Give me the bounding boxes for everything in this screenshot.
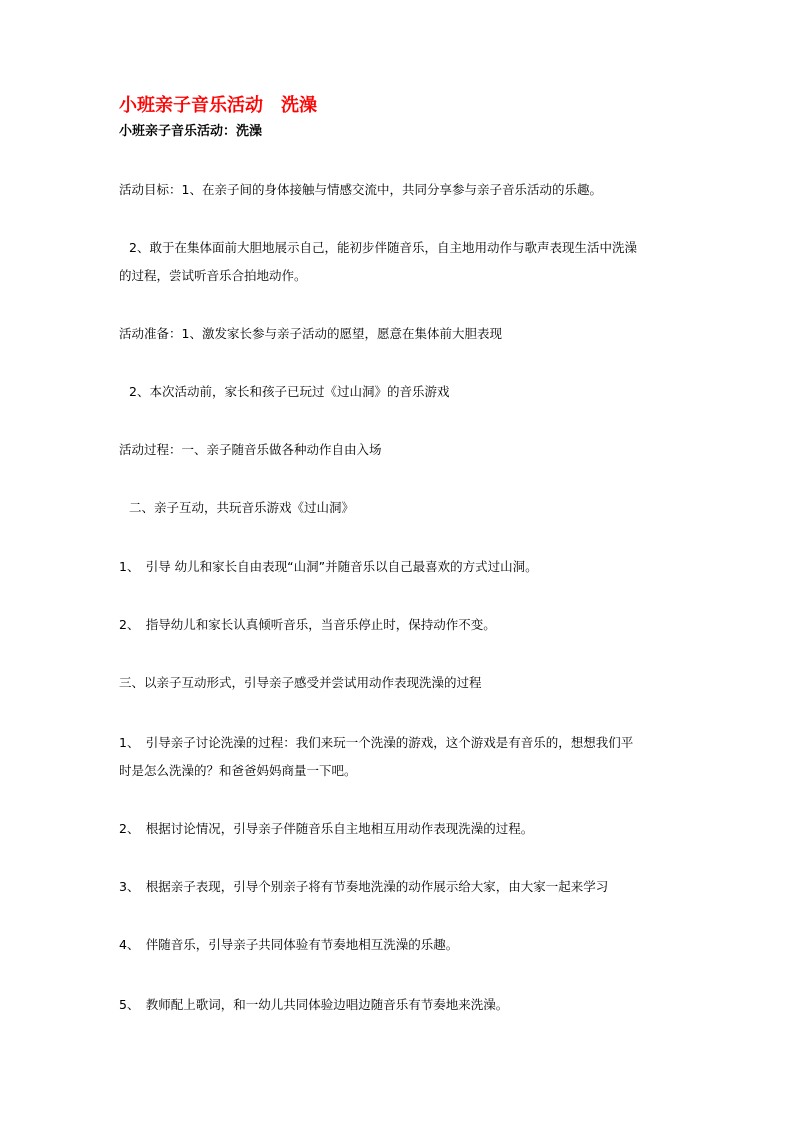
paragraph-line: 活动过程：一、亲子随音乐做各种动作自由入场: [119, 442, 382, 457]
document-title: 小班亲子音乐活动 洗澡: [119, 95, 317, 116]
paragraph-line: 4、 伴随音乐，引导亲子共同体验有节奏地相互洗澡的乐趣。: [119, 937, 459, 952]
paragraph-line: 2、 根据讨论情况，引导亲子伴随音乐自主地相互用动作表现洗澡的过程。: [119, 821, 534, 836]
document-subtitle: 小班亲子音乐活动：洗澡: [119, 124, 263, 139]
paragraph-line: 1、 引导 幼儿和家长自由表现“山洞”并随音乐以自己最喜欢的方式过山洞。: [119, 559, 538, 574]
paragraph-line: 3、 根据亲子表现，引导个别亲子将有节奏地洗澡的动作展示给大家，由大家一起来学习: [119, 879, 609, 894]
paragraph-line: 的过程，尝试听音乐合拍地动作。: [119, 268, 307, 283]
paragraph-line: 二、亲子互动，共玩音乐游戏《过山洞》: [129, 500, 355, 515]
paragraph-line: 2、本次活动前，家长和孩子已玩过《过山洞》的音乐游戏: [129, 384, 450, 399]
paragraph-line: 时是怎么洗澡的？和爸爸妈妈商量一下吧。: [119, 763, 357, 778]
paragraph-line: 2、 指导幼儿和家长认真倾听音乐，当音乐停止时，保持动作不变。: [119, 617, 496, 632]
paragraph-line: 5、 教师配上歌词，和一幼儿共同体验边唱边随音乐有节奏地来洗澡。: [119, 997, 509, 1012]
paragraph-line: 活动准备：1、激发家长参与亲子活动的愿望，愿意在集体前大胆表现: [119, 326, 502, 341]
paragraph-line: 1、 引导亲子讨论洗澡的过程：我们来玩一个洗澡的游戏，这个游戏是有音乐的，想想我们平: [119, 735, 634, 750]
paragraph-line: 活动目标：1、在亲子间的身体接触与情感交流中，共同分享参与亲子音乐活动的乐趣。: [119, 182, 602, 197]
paragraph-line: 三、以亲子互动形式，引导亲子感受并尝试用动作表现洗澡的过程: [119, 675, 482, 690]
paragraph-line: 2、敢于在集体面前大胆地展示自己，能初步伴随音乐，自主地用动作与歌声表现生活中洗澡: [129, 240, 637, 255]
